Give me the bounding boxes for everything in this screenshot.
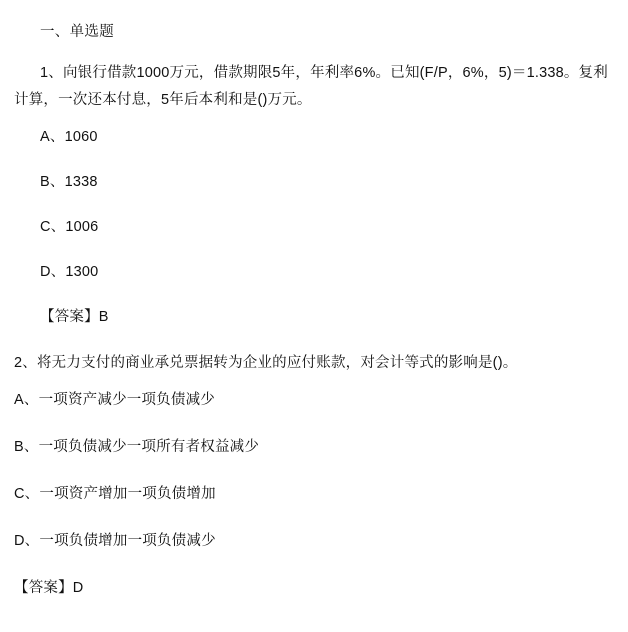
option-b[interactable]: B、一项负债减少一项所有者权益减少 <box>14 439 260 455</box>
question-block-2 <box>14 350 614 599</box>
question-stem: 1、向银行借款1000万元，借款期限5年，年利率6%。已知(F/P，6%，5)＝1.338。复利计算，一次还本付息，5年后本利和是()万元。 <box>14 65 608 108</box>
question-block-1 <box>14 60 614 328</box>
option-d[interactable]: D、1300 <box>40 264 99 280</box>
option-a[interactable]: A、一项资产减少一项负债减少 <box>14 392 215 408</box>
answer-label: 【答案】D <box>14 580 84 596</box>
option-a[interactable]: A、1060 <box>40 129 98 145</box>
answer-label: 【答案】B <box>40 309 109 325</box>
section-heading: 一、单选题 <box>40 24 114 40</box>
option-b[interactable]: B、1338 <box>40 174 98 190</box>
option-d[interactable]: D、一项负债增加一项负债减少 <box>14 533 216 549</box>
option-c[interactable]: C、1006 <box>40 219 99 235</box>
option-c[interactable]: C、一项资产增加一项负债增加 <box>14 486 216 502</box>
question-stem: 2、将无力支付的商业承兑票据转为企业的应付账款，对会计等式的影响是()。 <box>14 355 518 371</box>
